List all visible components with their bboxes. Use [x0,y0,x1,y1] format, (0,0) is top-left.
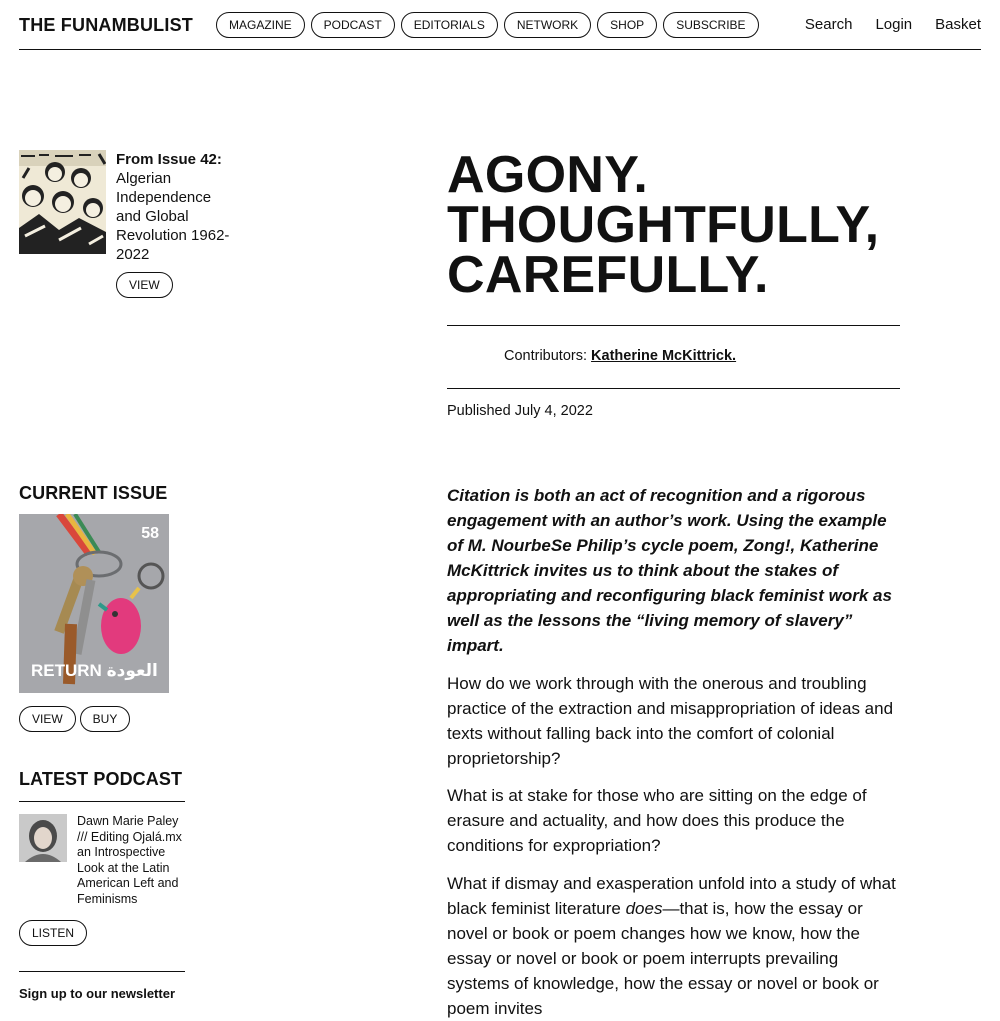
divider [447,325,900,326]
paragraph-text: What if dismay and exasperation unfold into a study of what black feminist literature [447,874,896,918]
article-paragraph: How do we work through with the onerous and troubling practice of the extraction and misappropriation of ideas and texts without falling back into the comfort of colonial proprietorship? [447,674,894,768]
issue-cover-thumbnail[interactable] [19,150,106,254]
publish-date: Published July 4, 2022 [447,403,593,419]
newsletter-signup-heading[interactable]: Sign up to our newsletter [19,986,176,1001]
issue-illustration [19,150,106,254]
issue-view-button[interactable]: VIEW [116,272,173,298]
issue-number: 58 [141,525,159,542]
emphasis-text: does [625,899,663,918]
nav-subscribe[interactable]: SUBSCRIBE [663,12,758,38]
portrait-image [19,814,67,862]
podcast-title[interactable]: Dawn Marie Paley /// Editing Ojalá.mx an Introspective Look at the Latin American Left and Feminisms [77,814,182,906]
main-nav [216,12,759,38]
site-header [19,0,981,50]
header-utility-links [805,16,981,33]
article-paragraph [447,871,897,1021]
issue-title[interactable]: Algerian Independence and Global Revolution 1962-2022 [116,170,230,263]
nav-podcast[interactable]: PODCAST [311,12,395,38]
nav-editorials[interactable]: EDITORIALS [401,12,498,38]
issue-info [116,150,236,264]
article-paragraph: What is at stake for those who are sitting on the edge of erasure and actuality, and how does this produce the conditions for expropriation? [447,786,867,855]
current-issue-cover[interactable] [19,514,169,693]
divider [19,801,185,802]
current-issue-buy-button[interactable]: BUY [80,706,131,732]
latest-podcast-heading: LATEST PODCAST [19,769,183,789]
podcast-avatar[interactable] [19,814,67,862]
cover-title: RETURN العودة [31,661,158,680]
paragraph-text: —that is, how the essay or novel or book or poem changes how we know, how the essay or novel or book or poem interrupts prevailing systems of knowledge, how the essay or novel or book or poem invites [447,899,879,1018]
divider [19,971,185,972]
contributors [504,348,736,364]
current-issue-view-button[interactable]: VIEW [19,706,76,732]
login-link[interactable]: Login [875,16,913,33]
contributors-label: Contributors: [504,348,588,364]
article-title [447,146,947,304]
title-line: AGONY. [447,146,649,204]
nav-network[interactable]: NETWORK [504,12,591,38]
title-line: CAREFULLY. [447,246,769,304]
divider [447,388,900,389]
contributor-link[interactable]: Katherine McKittrick. [591,348,737,364]
nav-shop[interactable]: SHOP [597,12,657,38]
current-issue-actions [19,706,130,732]
listen-button[interactable]: LISTEN [19,920,87,946]
nav-magazine[interactable]: MAGAZINE [216,12,305,38]
site-logo[interactable]: THE FUNAMBULIST [19,15,193,35]
basket-link[interactable]: Basket [935,16,981,33]
title-line: THOUGHTFULLY, [447,196,880,254]
search-link[interactable]: Search [804,16,853,33]
article-lede: Citation is both an act of recognition and a rigorous engagement with an author’s work. Using the example of M. NourbeSe Philip’s cycle poem, Zong!, Katherine McKittrick invites us to think about the stakes of appropriating and reconfiguring black feminist work as well as the lessons the “living memory of slavery” impart. [447,486,892,655]
issue-from-label: From Issue 42: [116,151,222,168]
current-issue-heading: CURRENT ISSUE [19,483,168,503]
